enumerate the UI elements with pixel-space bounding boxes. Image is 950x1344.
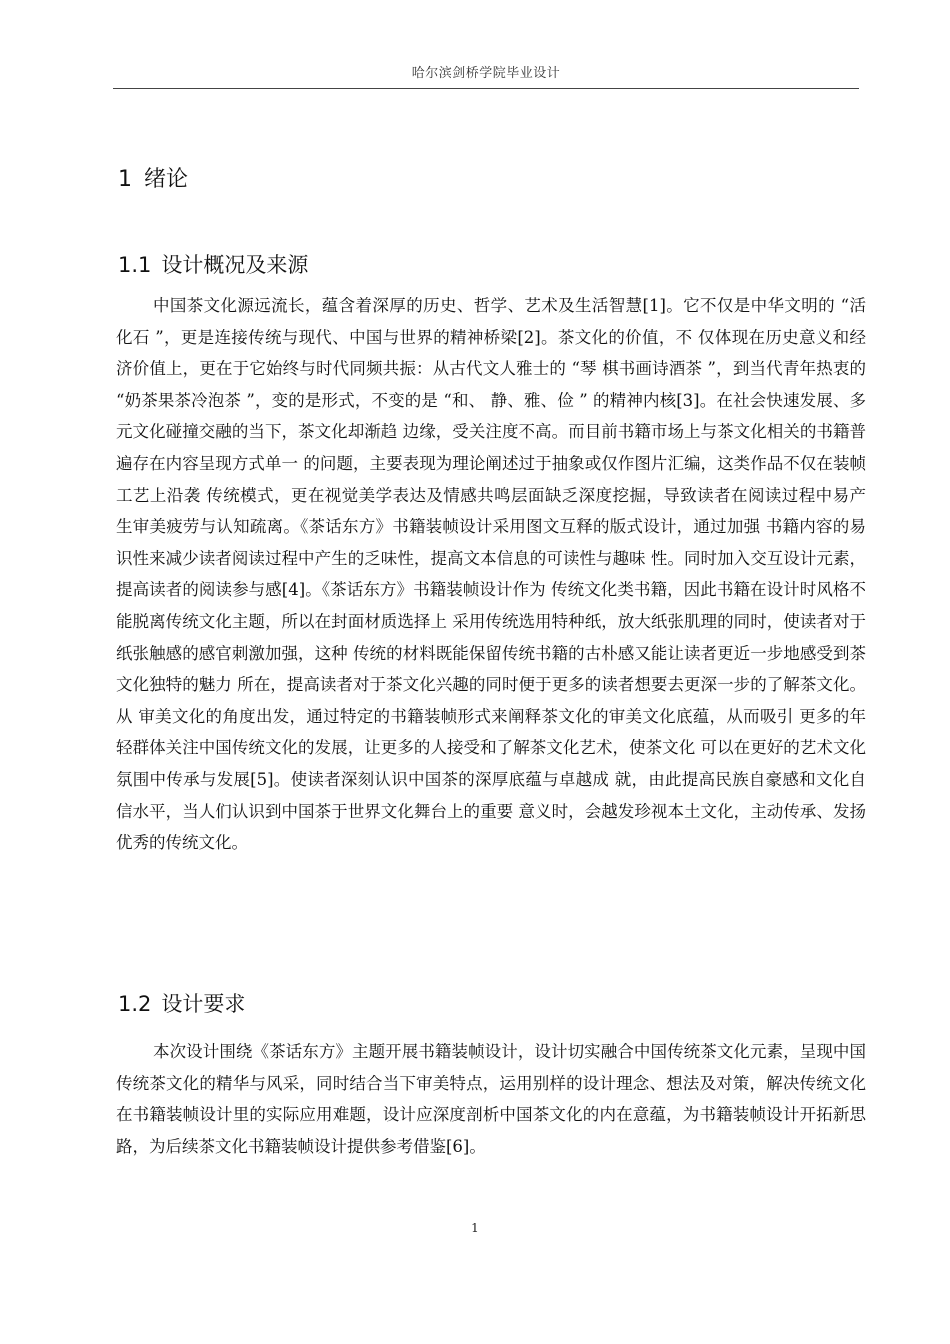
chapter-number: 1	[118, 167, 132, 192]
section-title: 设计要求	[161, 992, 246, 1016]
page-number: 1	[471, 1221, 479, 1235]
section-heading-1-1	[118, 249, 308, 279]
chapter-heading	[118, 162, 188, 193]
body-paragraph: 中国茶文化源远流长，蕴含着深厚的历史、哲学、艺术及生活智慧[1]。它不仅是中华文明的 “活化石 ”，更是连接传统与现代、中国与世界的精神桥梁[2]。茶文化的价值，不 仅体现在历史意义和经济价值上，更在于它始终与时代同频共振：从古代文人雅士的 “琴 棋书画诗酒茶 ”，到当代青年热衷的 “奶茶果茶冷泡茶 ”，变的是形式，不变的是 “和、 静、雅、俭 ” 的精神内核[3]。在社会快速发展、多元文化碰撞交融的当下，茶文化却渐趋 边缘，受关注度不高。而目前书籍市场上与茶文化相关的书籍普遍存在内容呈现方式单一 的问题，主要表现为理论阐述过于抽象或仅作图片汇编，这类作品不仅在装帧工艺上沿袭 传统模式，更在视觉美学表达及情感共鸣层面缺乏深度挖掘，导致读者在阅读过程中易产 生审美疲劳与认知疏离。《茶话东方》书籍装帧设计采用图文互释的版式设计，通过加强 书籍内容的易识性来减少读者阅读过程中产生的乏味性，提高文本信息的可读性与趣味 性。同时加入交互设计元素，提高读者的阅读参与感[4]。《茶话东方》书籍装帧设计作为 传统文化类书籍，因此书籍在设计时风格不能脱离传统文化主题，所以在封面材质选择上 采用传统选用特种纸，放大纸张肌理的同时，使读者对于纸张触感的感官刺激加强，这种 传统的材料既能保留传统书籍的古朴感又能让读者更近一步地感受到茶文化独特的魅力 所在，提高读者对于茶文化兴趣的同时便于更多的读者想要去更深一步的了解茶文化。从 审美文化的角度出发，通过特定的书籍装帧形式来阐释茶文化的审美文化底蕴，从而吸引 更多的年轻群体关注中国传统文化的发展，让更多的人接受和了解茶文化艺术，使茶文化 可以在更好的艺术文化氛围中传承与发展[5]。使读者深刻认识中国茶的深厚底蕴与卓越成 就，由此提高民族自豪感和文化自信水平，当人们认识到中国茶于世界文化舞台上的重要 意义时，会越发珍视本土文化，主动传承、发扬优秀的传统文化。	[116, 296, 866, 853]
section-title: 设计概况及来源	[161, 253, 309, 277]
header-rule	[113, 88, 859, 89]
chapter-title: 绪论	[144, 167, 189, 192]
section-number: 1.1	[118, 253, 152, 277]
section-number: 1.2	[118, 992, 152, 1016]
section-heading-1-2	[118, 988, 245, 1018]
running-header: 哈尔滨剑桥学院毕业设计	[411, 66, 561, 81]
body-paragraph: 本次设计围绕《茶话东方》主题开展书籍装帧设计，设计切实融合中国传统茶文化元素，呈现中国传统茶文化的精华与风采，同时结合当下审美特点，运用别样的设计理念、想法及对策，解决传统文化在书籍装帧设计里的实际应用难题，设计应深度剖析中国茶文化的内在意蕴，为书籍装帧设计开拓新思路，为后续茶文化书籍装帧设计提供参考借鉴[6]。	[116, 1042, 866, 1156]
